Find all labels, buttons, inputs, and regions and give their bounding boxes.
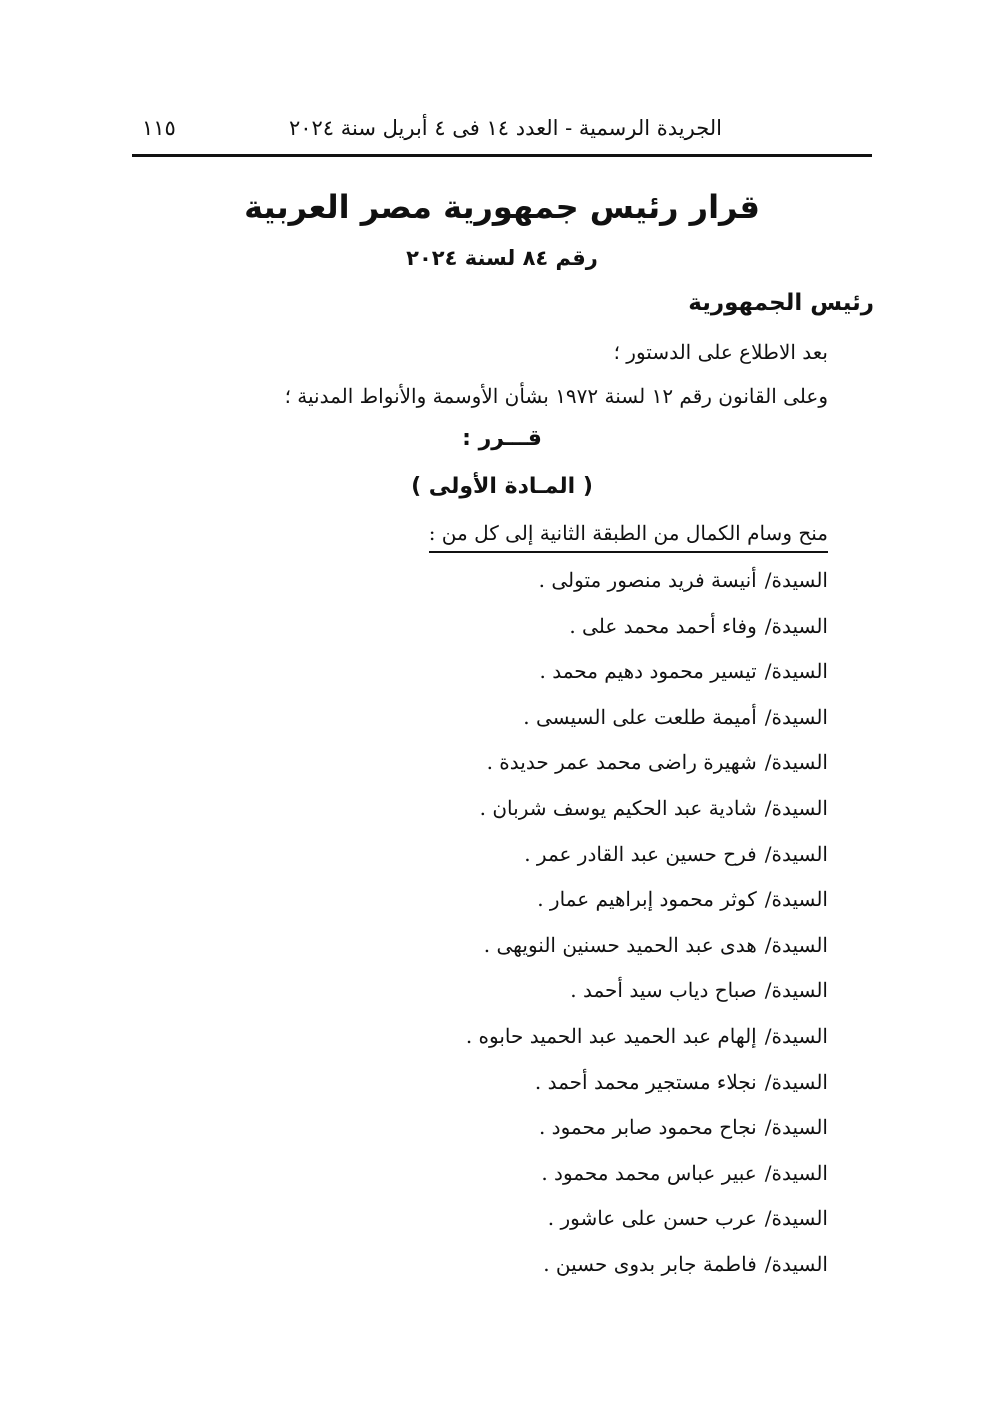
list-item [466,608,828,654]
recipient-title: السيدة/ [764,887,828,912]
recipient-name: شهيرة راضى محمد عمر حديدة . [486,750,757,775]
recipient-name: نجلاء مستجير محمد أحمد . [534,1069,757,1094]
recipient-name: صباح دياب سيد أحمد . [570,978,757,1003]
header-divider [132,154,872,157]
preamble-law: وعلى القانون رقم ١٢ لسنة ١٩٧٢ بشأن الأوسمة والأنواط المدنية ؛ [284,384,828,408]
recipient-title: السيدة/ [764,1069,828,1094]
recipient-name: كوثر محمود إبراهيم عمار . [537,887,757,912]
recipient-title: السيدة/ [764,659,828,684]
recipient-title: السيدة/ [764,1115,828,1140]
list-item [466,790,828,836]
list-item [466,1246,828,1292]
page-number: ١١٥ [142,116,176,140]
recipient-title: السيدة/ [764,1206,828,1231]
recipient-title: السيدة/ [764,1251,828,1276]
recipient-name: إلهام عبد الحميد عبد الحميد حابوه . [465,1023,757,1048]
recipient-title: السيدة/ [764,978,828,1003]
list-item [466,699,828,745]
gazette-issue-title: الجريدة الرسمية - العدد ١٤ فى ٤ أبريل سنة ٢٠٢٤ [288,116,722,140]
decided-heading: قـــرر : [462,426,542,451]
list-item [466,1200,828,1246]
list-item [466,1109,828,1155]
list-item [466,927,828,973]
recipient-name: فاطمة جابر بدوى حسين . [543,1251,757,1276]
recipient-name: فرح حسين عبد القادر عمر . [524,841,757,866]
issuer-heading: رئيس الجمهورية [688,290,874,316]
recipient-name: شادية عبد الحكيم يوسف شربان . [479,795,757,820]
recipient-title: السيدة/ [764,841,828,866]
recipient-title: السيدة/ [764,750,828,775]
list-item [466,881,828,927]
recipient-title: السيدة/ [764,1160,828,1185]
recipient-name: هدى عبد الحميد حسنين النويهى . [483,932,757,957]
recipient-name: أميمة طلعت على السيسى . [523,704,757,729]
recipient-name: نجاح محمود صابر محمود . [538,1115,757,1140]
grant-line: منح وسام الكمال من الطبقة الثانية إلى كل من : [429,521,828,553]
list-item [466,562,828,608]
list-item [466,1155,828,1201]
decree-title: قرار رئيس جمهورية مصر العربية [244,188,760,226]
recipient-title: السيدة/ [764,568,828,592]
recipient-title: السيدة/ [764,795,828,820]
recipient-title: السيدة/ [764,704,828,729]
recipient-name: عبير عباس محمد محمود . [541,1160,757,1185]
list-item [466,744,828,790]
article-heading: ( المـادة الأولى ) [411,474,593,499]
list-item [466,836,828,882]
preamble-constitution: بعد الاطلاع على الدستور ؛ [613,340,828,364]
list-item [466,1064,828,1110]
list-item [466,1018,828,1064]
recipient-name: وفاء أحمد محمد على . [569,613,757,638]
recipient-title: السيدة/ [764,613,828,638]
recipient-name: أنيسة فريد منصور متولى . [538,568,757,592]
decree-number: رقم ٨٤ لسنة ٢٠٢٤ [406,246,598,270]
list-item [466,653,828,699]
recipient-title: السيدة/ [764,1023,828,1048]
recipient-name: تيسير محمود دهيم محمد . [539,659,757,684]
running-header [132,112,872,148]
recipient-name: عرب حسن على عاشور . [547,1206,757,1231]
list-item [466,972,828,1018]
recipient-list [466,562,828,1292]
recipient-title: السيدة/ [764,932,828,957]
